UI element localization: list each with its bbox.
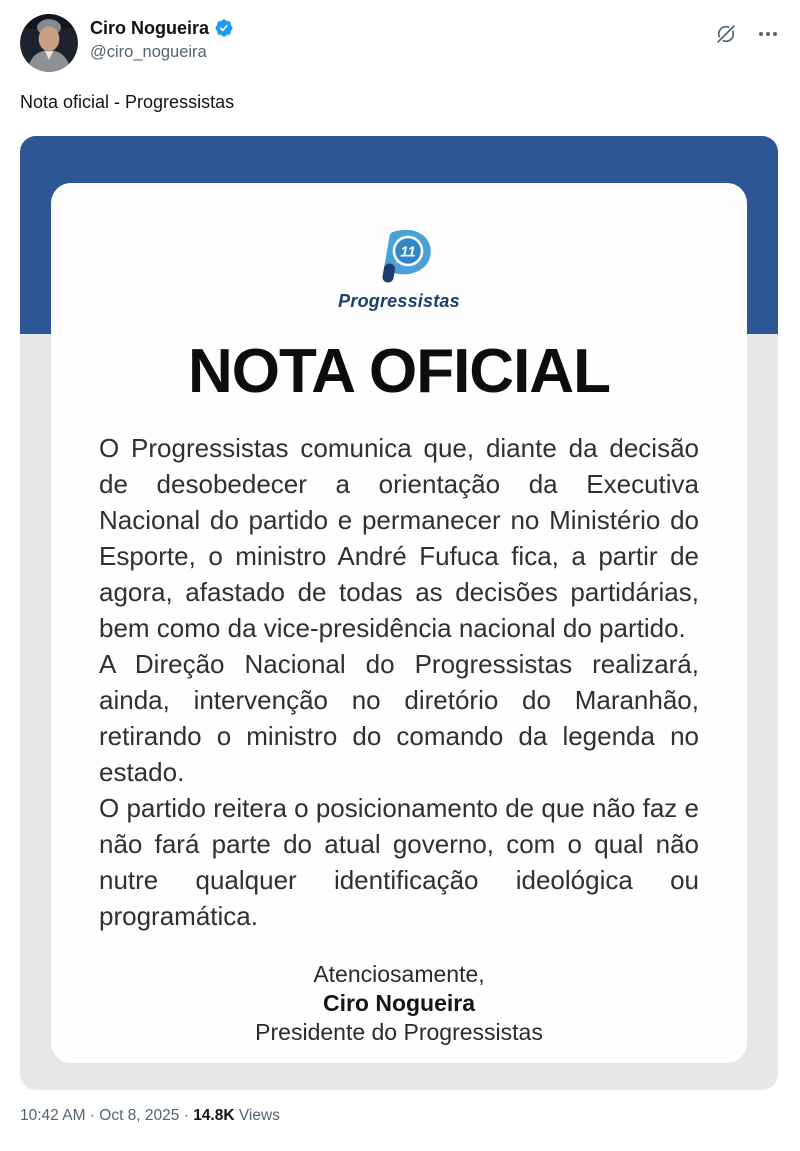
logo-wordmark: Progressistas [338,291,460,311]
note-title: NOTA OFICIAL [188,337,610,406]
signature-role: Presidente do Progressistas [255,1019,543,1046]
progressistas-logo [338,227,460,312]
signature-closing: Atenciosamente, [313,961,485,988]
header-actions [714,14,780,46]
views-label: Views [234,1107,280,1124]
note-card [51,183,747,1063]
note-signature [99,960,699,1047]
views-count: 14.8K [193,1107,235,1124]
signature-name: Ciro Nogueira [322,990,476,1017]
verified-badge-icon [214,18,234,38]
tweet-header [20,14,780,72]
logo-badge-number: 11 [400,243,416,261]
tweet-text: Nota oficial - Progressistas [20,92,235,112]
more-icon[interactable] [756,22,780,46]
author-handle[interactable]: @ciro_nogueira [90,43,207,61]
timestamp[interactable]: 10:42 AM · Oct 8, 2025 [20,1107,180,1124]
author-name[interactable]: Ciro Nogueira [90,18,210,38]
note-body [99,430,699,934]
grok-icon[interactable] [714,22,738,46]
footer-separator: · [179,1107,194,1124]
note-image[interactable] [20,136,778,1090]
note-paragraph: A Direção Nacional do Progressistas realizará, ainda, intervenção no diretório do Maranhão, retirando o ministro do comando da legenda no estado. [99,649,699,788]
author-block [90,14,714,63]
avatar[interactable] [20,14,78,72]
tweet-footer [20,1106,780,1126]
note-paragraph: O Progressistas comunica que, diante da decisão de desobedecer a orientação da Executiva Nacional do partido e permanecer no Ministério do Esporte, o ministro André Fufuca fica, a partir de agora, afastado de todas as decisões partidárias, bem como da vice-presidência nacional do partido. [99,433,699,644]
note-paragraph: O partido reitera o posicionamento de que não faz e não fará parte do atual governo, com o qual não nutre qualquer identificação ideológica ou programática. [99,793,699,932]
